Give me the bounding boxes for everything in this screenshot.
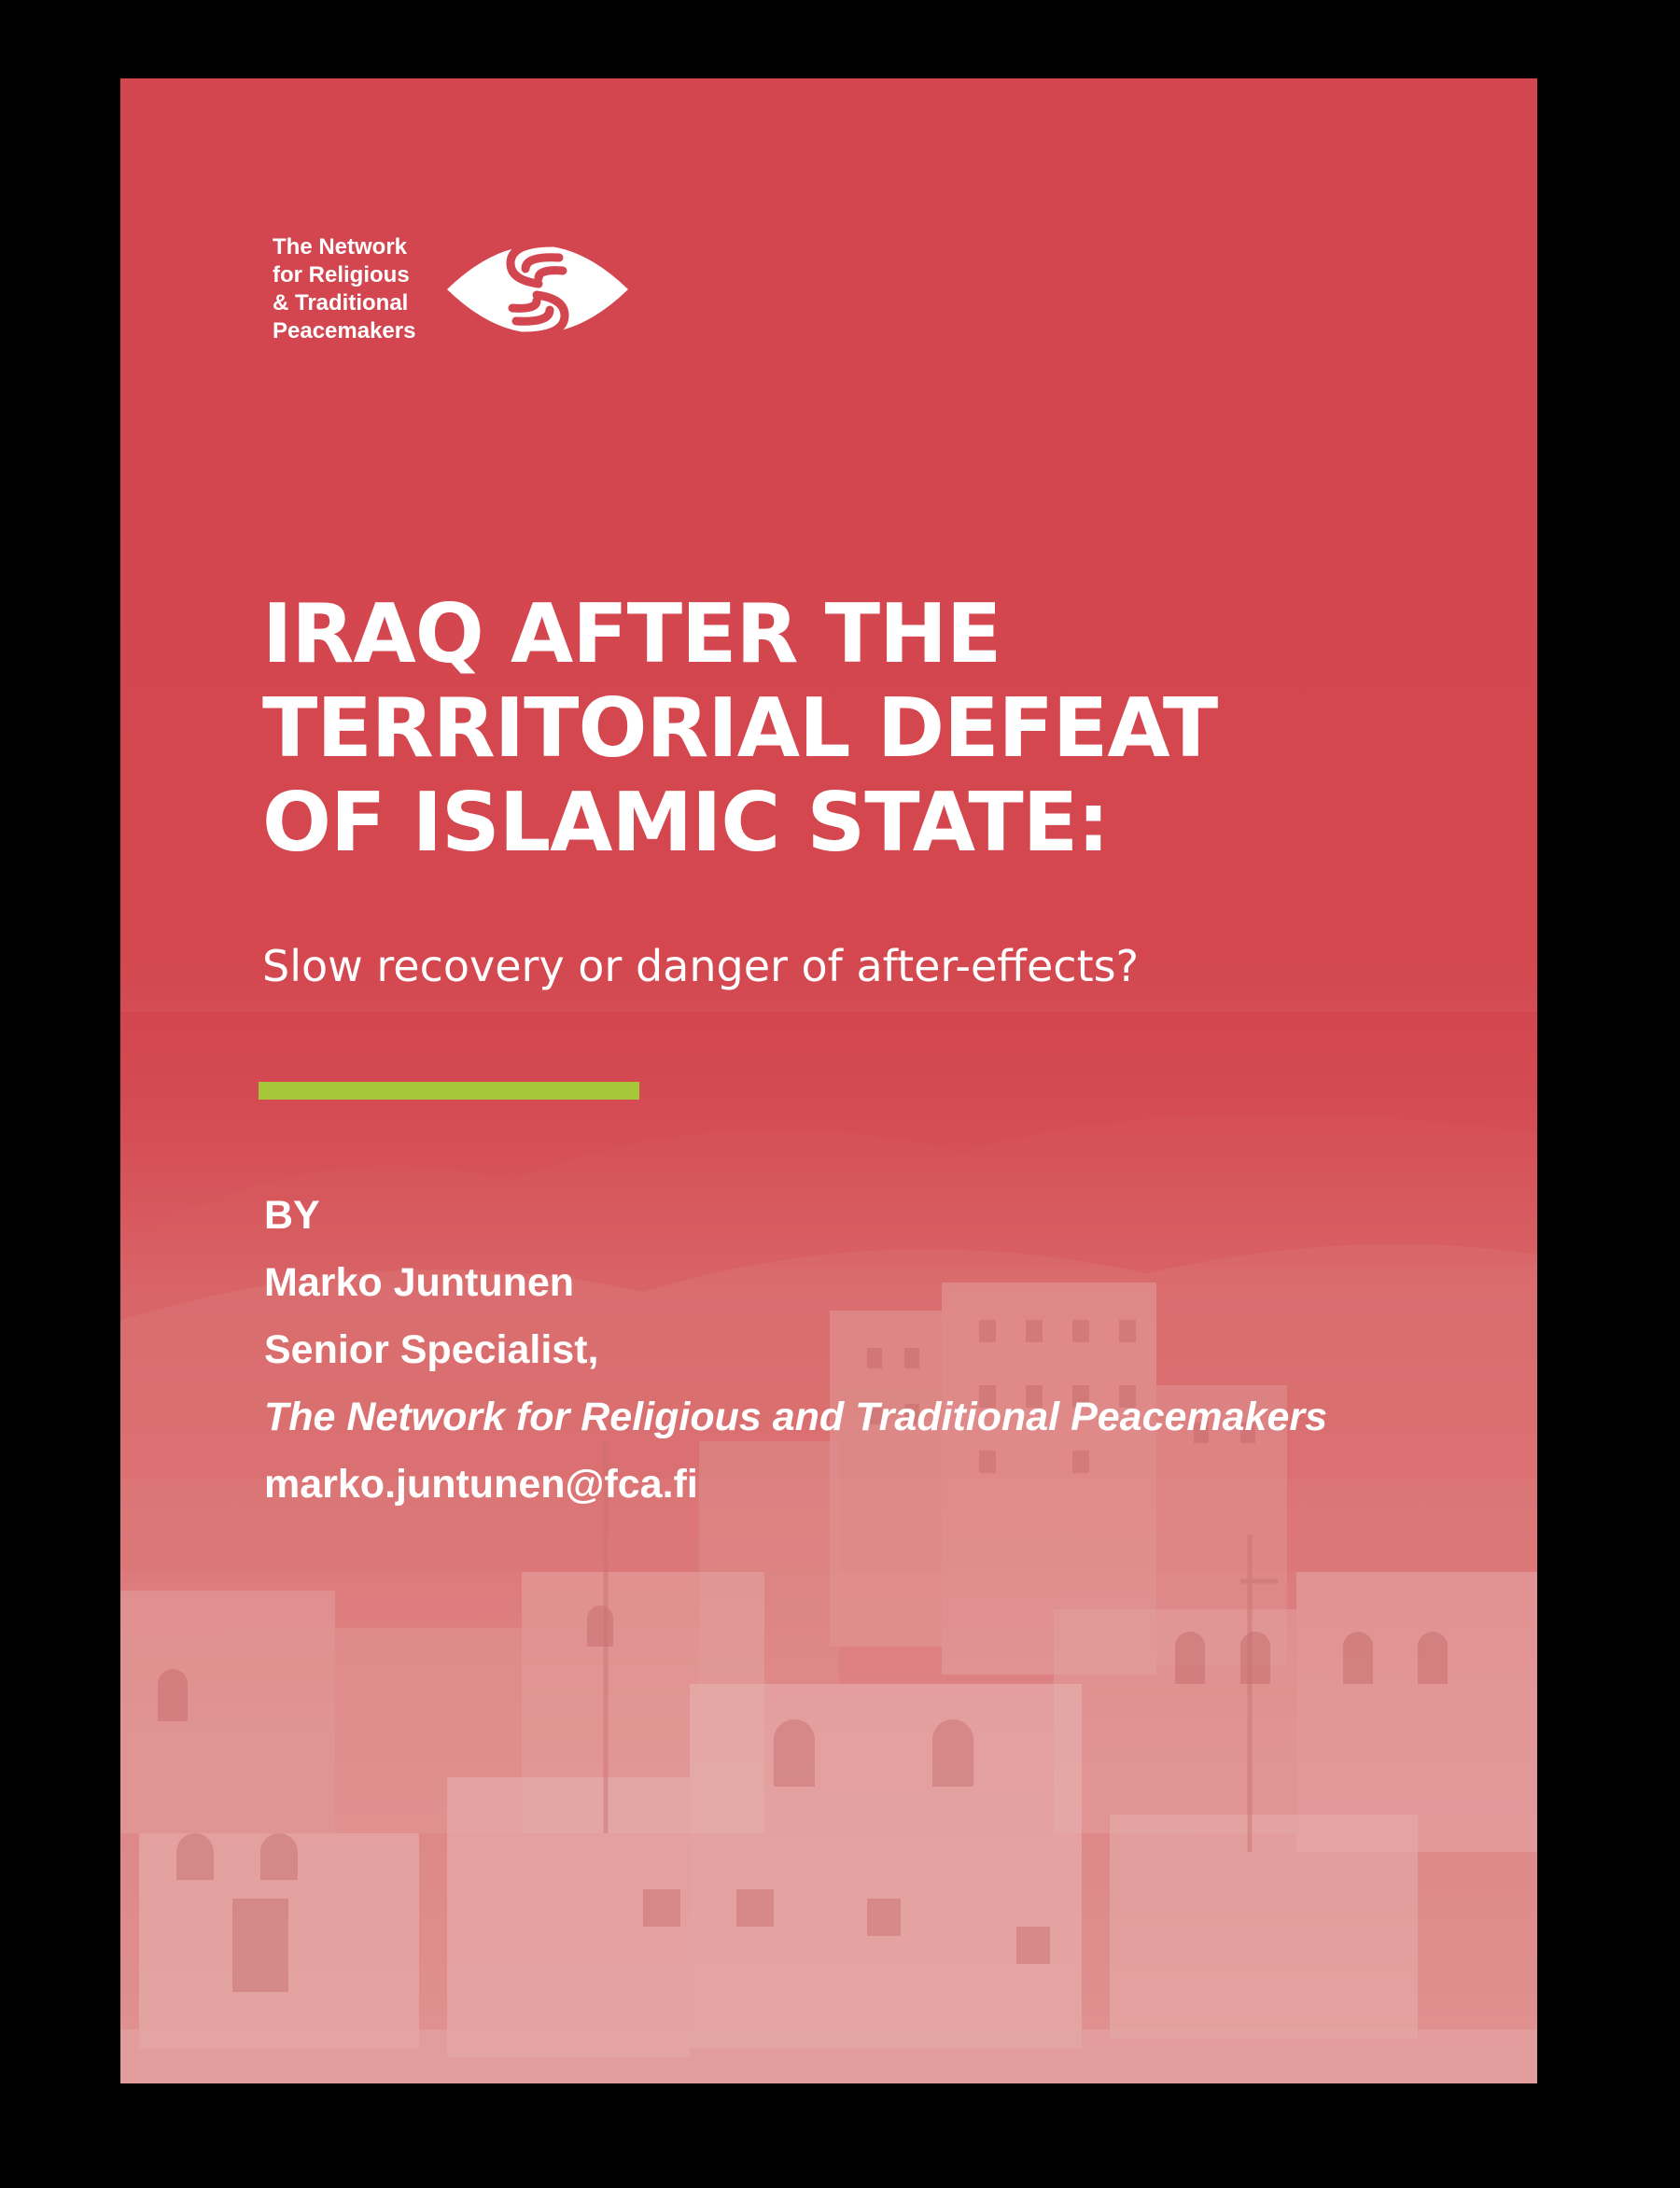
title-line: TERRITORIAL DEFEAT — [262, 680, 1218, 776]
logo-line: for Religious — [273, 262, 410, 288]
title-line: OF ISLAMIC STATE: — [262, 775, 1109, 870]
author-byline — [264, 1182, 1327, 1518]
town-background-image — [120, 78, 1537, 2083]
author-email: marko.juntunen@fca.fi — [264, 1462, 698, 1507]
document-title — [262, 587, 1504, 870]
cover-page — [120, 78, 1537, 2083]
interlocking-hands-eye-icon — [441, 228, 634, 351]
title-line: IRAQ AFTER THE — [262, 586, 1001, 681]
logo-line: Peacemakers — [273, 318, 416, 344]
logo-line: & Traditional — [273, 290, 409, 316]
author-name: Marko Juntunen — [264, 1260, 575, 1305]
author-role: Senior Specialist, — [264, 1327, 599, 1372]
logo-text — [273, 233, 436, 345]
accent-divider — [259, 1082, 639, 1100]
organization-logo — [273, 228, 634, 351]
author-organization: The Network for Religious and Traditional Peacemakers — [264, 1395, 1328, 1439]
byline-by: BY — [264, 1193, 320, 1238]
document-subtitle: Slow recovery or danger of after-effects? — [262, 941, 1139, 991]
logo-line: The Network — [273, 234, 408, 259]
